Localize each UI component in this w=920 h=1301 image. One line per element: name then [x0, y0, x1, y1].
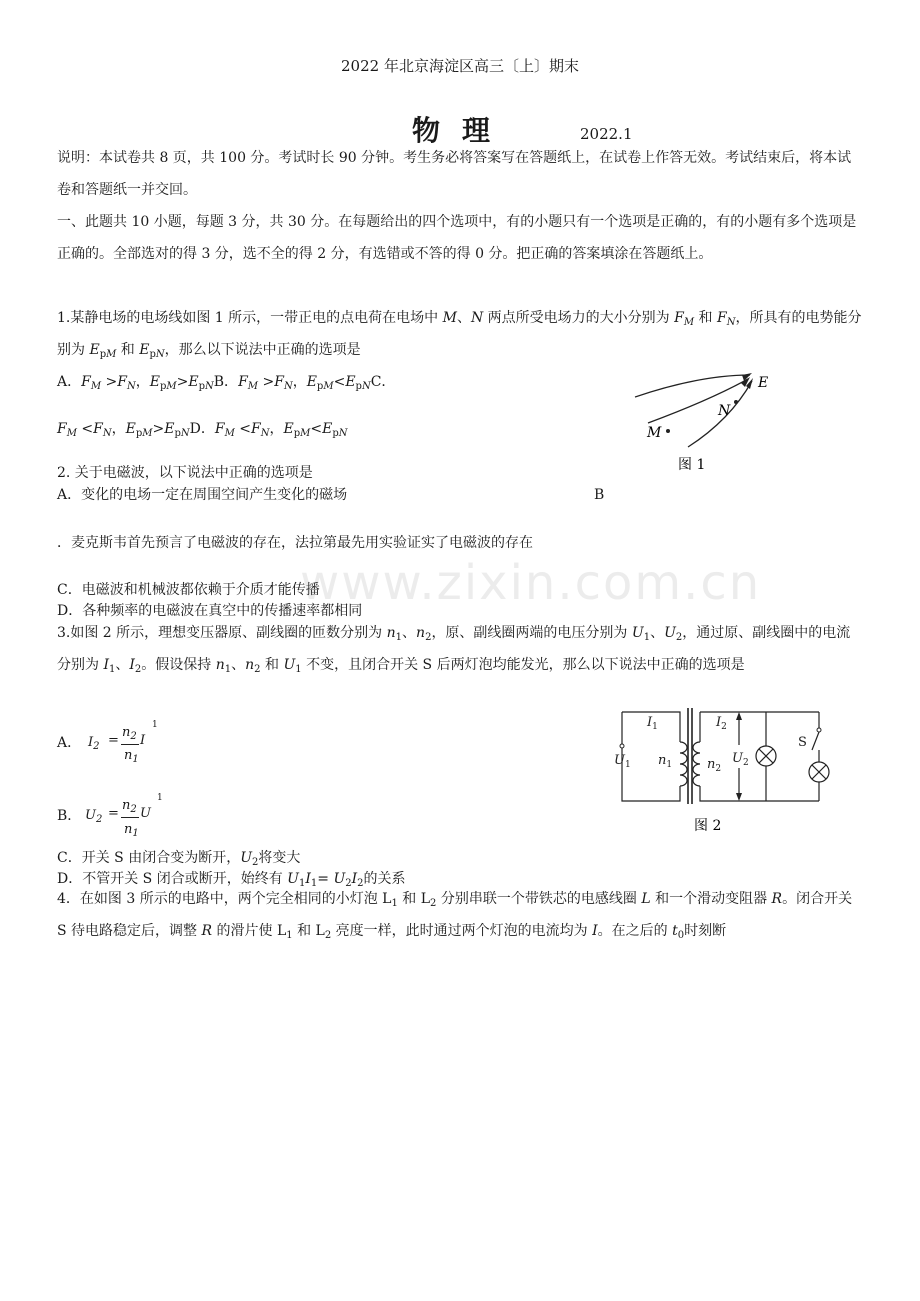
svg-text:I2: $I_2$ [716, 715, 727, 732]
exam-date: 2022.1 [580, 125, 633, 143]
point-n-dot [734, 400, 738, 404]
question-1-options-ab: A．$F_M >F_N$，$E_{pM}>E_{pN}B$．$F_M >F_N$，$E_{pM}<E_{pN}C$． [57, 374, 396, 392]
figure-2-caption: 图 2 [694, 818, 722, 834]
label-n: N [718, 403, 731, 419]
label-m: M [647, 425, 662, 441]
exam-title: 2022 年北京海淀区高三〔上〕期末 [341, 57, 579, 75]
svg-text:U1: $U_1$ [614, 753, 631, 770]
question-2-option-b-label: B [594, 487, 605, 503]
label-e: E [758, 375, 769, 391]
section-one-heading: 一、此题共 10 小题，每题 3 分，共 30 分。在每题给出的四个选项中，有的小题只有一个选项是正确的，有的小题有多个选项是正确的。全部选对的得 3 分，选不全的得 2 分，有选错或不答的得 0 分。把正确的答案填涂在答题纸上。 [57, 214, 857, 262]
question-4-stem: 4．在如图 3 所示的电路中，两个完全相同的小灯泡 $L_1$ 和 $L_2$ 分别串联一个带铁芯的电感线圈 L 和一个滑动变阻器 R。闭合开关 S 待电路稳定后，调整 R 的滑片使 $L_1$ 和 $L_2$ 亮度一样，此时通过两个灯泡的电流均为 I。在之后的 $t_0$时刻断 [57, 891, 853, 941]
svg-text:I1: $I_1$ [647, 715, 658, 732]
question-3-option-b-label: B． [57, 808, 82, 824]
point-m-dot [666, 429, 670, 433]
svg-text:U2: $U_2$ [732, 751, 749, 768]
question-2-stem: 2. 关于电磁波，以下说法中正确的选项是 [57, 465, 313, 481]
svg-text:n2: $n_2$ [707, 757, 722, 774]
question-1-stem: 1.某静电场的电场线如图 1 所示，一带正电的点电荷在电场中 M、N 两点所受电场力的大小分别为 $F_M$ 和 $F_N$，所具有的电势能分别为 $E_{pM}$ 和 $E_{pN}$，那么以下说法中正确的选项是 [57, 310, 862, 360]
subject-title: 物理 [412, 114, 513, 147]
figure-1-field-lines [630, 365, 790, 475]
question-2-option-d: D．各种频率的电磁波在真空中的传播速率都相同 [57, 603, 363, 619]
figure-2-transformer-circuit [612, 700, 842, 840]
watermark: www.zixin.com.cn [300, 555, 762, 611]
question-3-stem: 3.如图 2 所示，理想变压器原、副线圈的匝数分别为 $n_1$、$n_2$，原、副线圈两端的电压分别为 $U_1$、$U_2$，通过原、副线圈中的电流分别为 $I_1$、$I_2$。假设保持 $n_1$、$n_2$ 和 $U_1$ 不变，且闭合开关 S 后两灯泡均能发光，那么以下说法中正确的选项是 [57, 625, 851, 675]
figure-1-caption: 图 1 [678, 457, 706, 473]
svg-text:S: S [798, 735, 807, 750]
question-3-option-d: D．不管开关 S 闭合或断开，始终有 $U_1I_1= U_2I_2$的关系 [57, 871, 406, 889]
question-2-option-a: A．变化的电场一定在周围空间产生变化的磁场 [57, 487, 348, 503]
question-2-option-c: C．电磁波和机械波都依赖于介质才能传播 [57, 582, 320, 598]
question-3-option-c: C．开关 S 由闭合变为断开，$U_2$将变大 [57, 850, 301, 868]
question-2-option-b: ．麦克斯韦首先预言了电磁波的存在，法拉第最先用实验证实了电磁波的存在 [57, 535, 533, 551]
question-1-options-cd: $F_M <F_N$，$E_{pM}>E_{pN}D$．$F_M <F_N$，$E_{pM}<E_{pN}$ [57, 421, 348, 439]
instructions: 说明：本试卷共 8 页，共 100 分。考试时长 90 分钟。考生务必将答案写在答题纸上，在试卷上作答无效。考试结束后，将本试卷和答题纸一并交回。 [57, 150, 852, 198]
question-3-option-a-label: A． [57, 735, 82, 751]
svg-text:n1: $n_1$ [658, 753, 673, 770]
